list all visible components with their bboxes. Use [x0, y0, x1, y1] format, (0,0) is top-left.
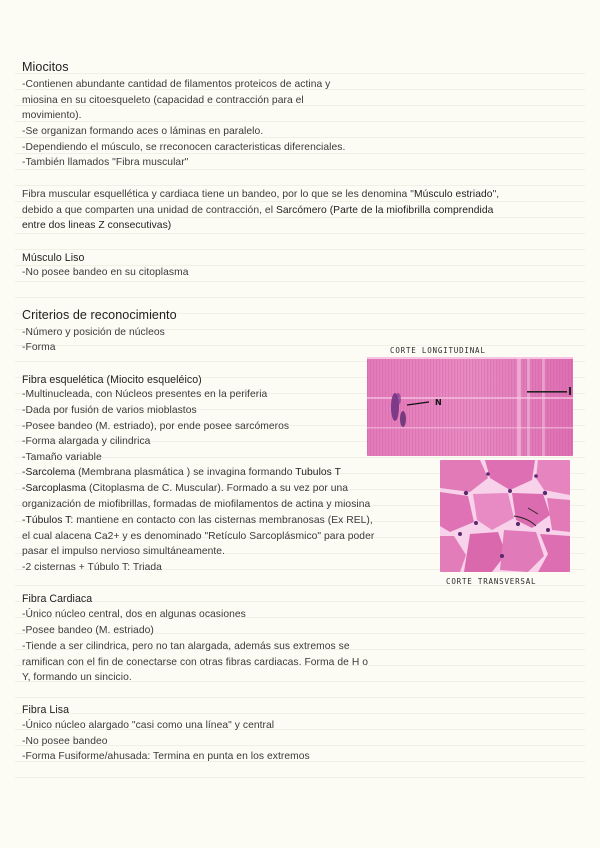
- text-line: -Único núcleo central, dos en algunas ocasiones: [22, 609, 246, 620]
- text-span: (Membrana plasmática ) se invagina formando: [75, 467, 296, 478]
- micrograph-transversal-svg: [440, 460, 570, 572]
- text-line: miosina en su citoesqueleto (capacidad e contracción para el: [22, 95, 304, 106]
- text-line: ramifican con el fin de conectarse con otras fibras cardiacas. Forma de H o: [22, 657, 368, 668]
- heading-miocitos: Miocitos: [22, 60, 69, 74]
- text-line-estriado-2: [22, 204, 493, 218]
- text-line: pasar el impulso nervioso simultáneamente.: [22, 546, 225, 557]
- text-line: -No posee bandeo en su citoplasma: [22, 267, 189, 278]
- term-tubulos: -Túbulos T: [22, 515, 71, 526]
- text-line: -Contienen abundante cantidad de filamentos proteicos de actina y: [22, 79, 331, 90]
- text-line: -2 cisternas + Túbulo T: Triada: [22, 562, 162, 573]
- caption-corte-transversal: CORTE TRANSVERSAL: [446, 577, 537, 586]
- text-span: ",: [492, 189, 500, 200]
- text-line: -Número y posición de núcleos: [22, 327, 165, 338]
- text-line: Y, formando un sincicio.: [22, 672, 132, 683]
- text-line: -Multinucleada, con Núcleos presentes en la periferia: [22, 389, 268, 400]
- text-line: movimiento).: [22, 110, 82, 121]
- term-musculo-estriado: Músculo estriado: [413, 189, 493, 200]
- text-line-estriado-1: [22, 188, 499, 202]
- text-line: -Forma: [22, 342, 56, 353]
- micrograph-transversal: [440, 460, 570, 572]
- heading-fibra-lisa: Fibra Lisa: [22, 704, 70, 716]
- text-line: organización de miofibrillas, formadas de miofilamentos de actina y miosina: [22, 499, 371, 510]
- heading-criterios: Criterios de reconocimiento: [22, 308, 177, 322]
- text-span: : mantiene en contacto con las cisternas membranosas (Ex REL),: [70, 515, 373, 526]
- text-line-tubulos: [22, 514, 373, 528]
- text-line: el cual alacena Ca2+ y es denominado "Retículo Sarcoplásmico" para poder: [22, 531, 375, 542]
- text-line: -Único núcleo alargado "casi como una línea" y central: [22, 720, 275, 731]
- text-line: -Posee bandeo (M. estriado), por ende posee sarcómeros: [22, 421, 290, 432]
- text-line-sarcolema: [22, 466, 341, 480]
- micrograph-longitudinal: [367, 357, 573, 456]
- term-sarcomero: Sarcómero (Parte de la miofibrilla comprendida: [275, 205, 494, 216]
- text-line: -Forma alargada y cilindrica: [22, 436, 151, 447]
- text-line: -Dada por fusión de varios mioblastos: [22, 405, 197, 416]
- heading-musculo-liso: Músculo Liso: [22, 252, 85, 264]
- page-margin-left: [0, 0, 15, 848]
- page-margin-bottom: [0, 790, 600, 848]
- text-line: entre dos lineas Z consecutivas): [22, 220, 172, 231]
- micrograph-longitudinal-svg: [367, 357, 573, 456]
- page-margin-top: [0, 0, 600, 58]
- text-line: -Tiende a ser cilindrica, pero no tan alargada, además sus extremos se: [22, 641, 350, 652]
- text-line: -Dependiendo el músculo, se rreconocen caracteristicas diferenciales.: [22, 142, 346, 153]
- heading-fibra-esqueletica: Fibra esquelética (Miocito esqueléico): [22, 374, 202, 386]
- text-span: Fibra muscular esquellética y cardiaca tiene un bandeo, por lo que se les denomina ": [22, 189, 414, 200]
- heading-fibra-cardiaca: Fibra Cardiaca: [22, 593, 93, 605]
- text-line: -También llamados "Fibra muscular": [22, 157, 189, 168]
- label-n: N: [435, 398, 442, 407]
- caption-corte-longitudinal: CORTE LONGITUDINAL: [390, 346, 486, 355]
- text-span: (Citoplasma de C. Muscular). Formado a su vez por una: [86, 483, 349, 494]
- text-line: -Posee bandeo (M. estriado): [22, 625, 154, 636]
- text-line-sarcoplasma: [22, 482, 348, 496]
- term-sarcoplasma: -Sarcoplasma: [22, 483, 87, 494]
- text-span: debido a que comparten una unidad de contracción, el: [22, 205, 276, 216]
- text-line: -Tamaño variable: [22, 452, 102, 463]
- text-line: -No posee bandeo: [22, 736, 108, 747]
- term-sarcolema: -Sarcolema: [22, 467, 76, 478]
- term-tubulos-t: Tubulos T: [295, 467, 341, 478]
- page-margin-right: [585, 0, 600, 848]
- text-line: -Se organizan formando aces o láminas en paralelo.: [22, 126, 264, 137]
- text-line: -Forma Fusiforme/ahusada: Termina en punta en los extremos: [22, 751, 310, 762]
